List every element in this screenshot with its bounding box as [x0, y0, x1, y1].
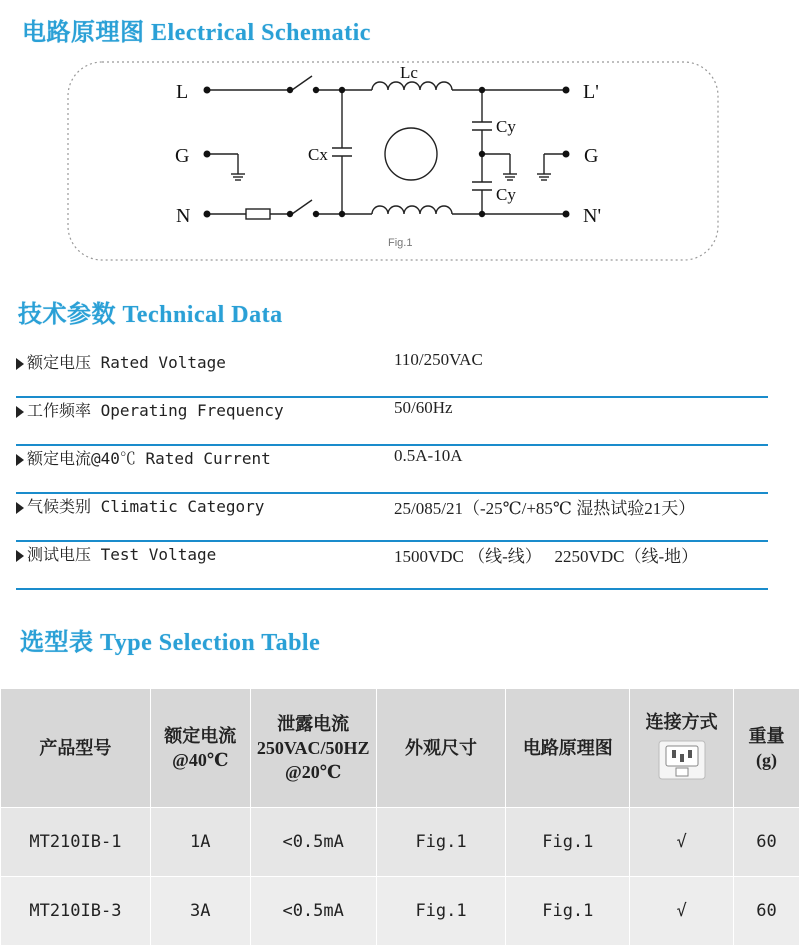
- label-cx: Cx: [308, 145, 328, 164]
- cell-connection: √: [630, 808, 734, 877]
- switch-l: [292, 76, 312, 90]
- cell-dimensions: Fig.1: [376, 877, 506, 946]
- inductor-bottom: [372, 206, 452, 214]
- spec-label: 工作频率 Operating Frequency: [27, 401, 284, 420]
- header-dimensions: 外观尺寸: [376, 689, 506, 808]
- arrow-icon: [16, 502, 24, 514]
- cell-schematic: Fig.1: [506, 808, 630, 877]
- cell-connection: √: [630, 877, 734, 946]
- spec-label: 气候类别 Climatic Category: [27, 497, 265, 516]
- cell-weight: 60: [734, 808, 800, 877]
- common-mode-core: [385, 128, 437, 180]
- spec-label: 额定电流@40℃ Rated Current: [27, 449, 271, 468]
- figure-label: Fig.1: [388, 237, 413, 249]
- terminal-n: N: [176, 205, 191, 227]
- spec-value: 0.5A-10A: [394, 446, 463, 465]
- cell-current: 1A: [150, 808, 250, 877]
- divider: [16, 588, 768, 590]
- terminal-l: L: [176, 81, 189, 103]
- cell-leakage: <0.5mA: [250, 877, 376, 946]
- inductor-top: [372, 82, 452, 90]
- schematic-border: [68, 62, 718, 260]
- terminal-g-right: G: [584, 145, 599, 167]
- table-row: [1, 808, 800, 877]
- arrow-icon: [16, 550, 24, 562]
- label-cy-bottom: Cy: [496, 185, 516, 204]
- label-lc: Lc: [400, 63, 418, 82]
- cell-model: MT210IB-3: [1, 877, 151, 946]
- header-current: 额定电流 @40℃: [150, 689, 250, 808]
- table-header-row: [1, 689, 800, 808]
- header-leakage: 泄露电流 250VAC/50HZ @20℃: [250, 689, 376, 808]
- spec-value: 50/60Hz: [394, 398, 453, 417]
- cell-dimensions: Fig.1: [376, 808, 506, 877]
- cell-model: MT210IB-1: [1, 808, 151, 877]
- arrow-icon: [16, 454, 24, 466]
- selection-table: [0, 688, 800, 946]
- cell-current: 3A: [150, 877, 250, 946]
- connector-icon: [658, 740, 706, 780]
- arrow-icon: [16, 406, 24, 418]
- schematic-section-title: 电路原理图 Electrical Schematic: [22, 20, 371, 46]
- label-cy-top: Cy: [496, 117, 516, 136]
- header-schematic: 电路原理图: [506, 689, 630, 808]
- spec-value: 110/250VAC: [394, 350, 483, 369]
- table-section-title: 选型表 Type Selection Table: [20, 630, 321, 656]
- switch-n: [292, 200, 312, 214]
- tech-section-title: 技术参数 Technical Data: [18, 302, 283, 328]
- fuse: [246, 209, 270, 219]
- spec-row-test-voltage: [16, 542, 768, 590]
- spec-label: 额定电压 Rated Voltage: [27, 353, 226, 372]
- terminal-g-left: G: [175, 145, 190, 167]
- cell-schematic: Fig.1: [506, 877, 630, 946]
- terminal-l-out: L': [583, 81, 599, 103]
- spec-label: 测试电压 Test Voltage: [27, 545, 217, 564]
- header-connection: 连接方式: [630, 689, 734, 808]
- header-weight: 重量 (g): [734, 689, 800, 808]
- header-model: 产品型号: [1, 689, 151, 808]
- spec-row-rated-current: [16, 446, 768, 494]
- terminal-n-out: N': [583, 205, 602, 227]
- cell-leakage: <0.5mA: [250, 808, 376, 877]
- spec-value: 1500VDC （线-线） 2250VDC（线-地）: [394, 547, 699, 566]
- spec-row-rated-voltage: [16, 350, 768, 398]
- cell-weight: 60: [734, 877, 800, 946]
- spec-row-climatic: [16, 494, 768, 542]
- electrical-schematic: [0, 50, 800, 270]
- spec-value: 25/085/21（-25℃/+85℃ 湿热试验21天）: [394, 499, 696, 518]
- table-row: [1, 877, 800, 946]
- arrow-icon: [16, 358, 24, 370]
- spec-row-frequency: [16, 398, 768, 446]
